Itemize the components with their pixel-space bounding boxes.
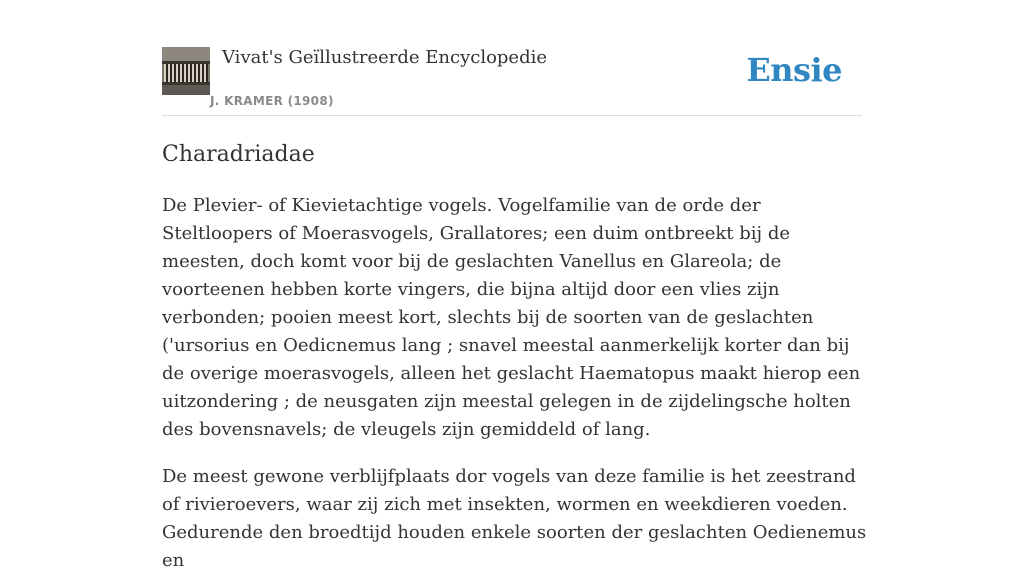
- article-paragraph: De Plevier- of Kievietachtige vogels. Vogelfamilie van de orde der Steltloopers of Moerasvogels, Grallatores; een duim ontbreekt bij de meesten, doch komt voor bij de geslachten Vanellus en Glareola; de voorteenen hebben korte vingers, die bijna altijd door een vlies zijn verbonden; pooien meest kort, slechts bij de soorten van de geslachten ('ursorius en Oedicnemus lang ; snavel meestal aanmerkelijk korter dan bij de overige moerasvogels, alleen het geslacht Haematopus maakt hierop een uitzondering ; de neusgaten zijn meestal gelegen in de zijdelingsche holten des bovensnavels; de vleugels zijn gemiddeld of lang.: [162, 195, 861, 440]
- bookshelf-avatar-icon[interactable]: [162, 47, 210, 95]
- article: [162, 140, 867, 575]
- bookshelf-image: [162, 47, 210, 95]
- article-paragraph: De meest gewone verblijfplaats dor vogels van deze familie is het zeestrand of rivieroevers, waar zij zich met insekten, wormen en weekdieren voeden. Gedurende den broedtijd houden enkele soorten der geslachten Oedienemus en: [162, 466, 867, 571]
- source-title[interactable]: Vivat's Geïllustreerde Encyclopedie: [222, 47, 548, 68]
- source-author: J. KRAMER (1908): [210, 94, 334, 108]
- brand-logo[interactable]: Ensie: [746, 51, 842, 89]
- page-title: Charadriadae: [162, 142, 315, 167]
- source-header: [162, 46, 862, 116]
